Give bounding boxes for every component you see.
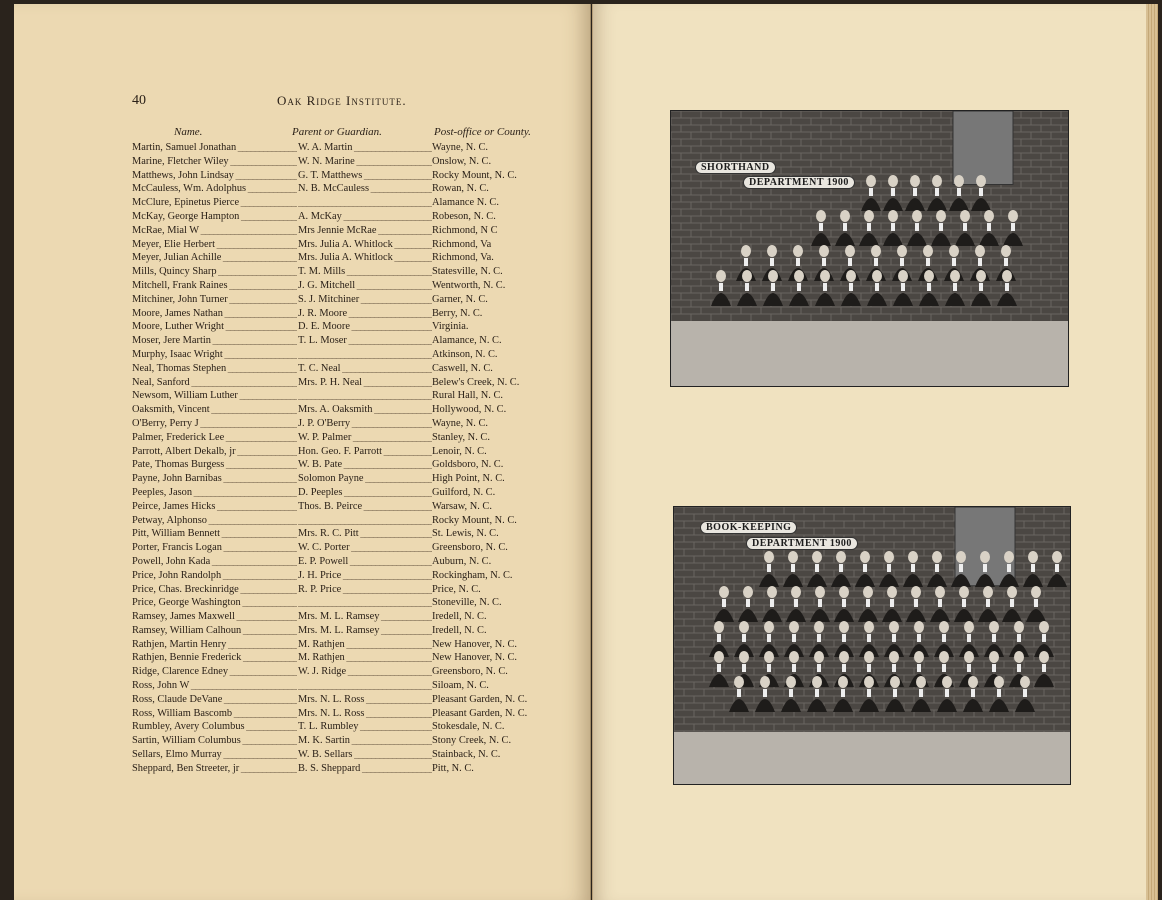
post-office: Garner, N. C.	[432, 293, 488, 305]
table-row	[132, 279, 572, 293]
table-row	[132, 224, 572, 238]
student-name: Powell, John Kada _____	[132, 555, 297, 569]
student-name: Pitt, William Bennett _____	[132, 527, 297, 541]
student-name: Rumbley, Avery Columbus _____	[132, 720, 297, 734]
student-name: Parrott, Albert Dekalb, jr _____	[132, 445, 297, 459]
student-name: McRae, Mial W _____	[132, 224, 297, 238]
student-name: Moore, Luther Wright _____	[132, 320, 297, 334]
post-office: Virginia.	[432, 321, 469, 333]
post-office: Wentworth, N. C.	[432, 279, 506, 291]
student-name: Rathjen, Bennie Frederick _____	[132, 651, 297, 665]
parent-guardian: T. L. Moser _____	[298, 334, 432, 348]
post-office: Rockingham, N. C.	[432, 569, 513, 581]
parent-guardian: Mrs. N. L. Ross _____	[298, 707, 432, 721]
student-name: Mitchell, Frank Raines _____	[132, 279, 297, 293]
parent-guardian: W. A. Martin _____	[298, 141, 432, 155]
parent-guardian: Solomon Payne _____	[298, 472, 432, 486]
post-office: Guilford, N. C.	[432, 486, 496, 498]
table-row	[132, 596, 572, 610]
parent-guardian: J. P. O'Berry _____	[298, 417, 432, 431]
banner-line1: BOOK-KEEPING	[700, 521, 797, 534]
table-row	[132, 720, 572, 734]
student-name: Mitchiner, John Turner _____	[132, 293, 297, 307]
student-name: Price, George Washington _____	[132, 596, 297, 610]
student-name: O'Berry, Perry J _____	[132, 417, 297, 431]
column-header-postoffice: Post-office or County.	[434, 126, 531, 138]
table-row	[132, 638, 572, 652]
column-header-parent: Parent or Guardian.	[292, 126, 382, 138]
table-row	[132, 334, 572, 348]
post-office: Greensboro, N. C.	[432, 666, 508, 678]
banner-line1: SHORTHAND	[695, 161, 776, 174]
post-office: Rowan, N. C.	[432, 183, 489, 195]
student-name: Mills, Quincy Sharp _____	[132, 265, 297, 279]
table-row	[132, 569, 572, 583]
student-name: Meyer, Elie Herbert _____	[132, 238, 297, 252]
banner-line2: DEPARTMENT 1900	[746, 537, 858, 550]
bookkeeping-department-photo	[673, 506, 1071, 785]
student-name: Sellars, Elmo Murray _____	[132, 748, 297, 762]
parent-guardian: T. L. Rumbley _____	[298, 720, 432, 734]
group-photo-image	[671, 111, 1068, 386]
student-name: Moore, James Nathan _____	[132, 307, 297, 321]
parent-guardian: D. E. Moore _____	[298, 320, 432, 334]
parent-guardian: Mrs. M. L. Ramsey _____	[298, 624, 432, 638]
parent-guardian: Mrs. N. L. Ross _____	[298, 693, 432, 707]
parent-guardian: M. Rathjen _____	[298, 651, 432, 665]
student-list	[132, 141, 572, 776]
table-row	[132, 389, 572, 403]
post-office: Rocky Mount, N. C.	[432, 169, 517, 181]
table-row	[132, 141, 572, 155]
left-page	[14, 4, 591, 900]
parent-guardian: W. N. Marine _____	[298, 155, 432, 169]
parent-guardian	[298, 596, 432, 610]
table-row	[132, 376, 572, 390]
student-name: Pate, Thomas Burgess _____	[132, 458, 297, 472]
parent-guardian: W. B. Pate _____	[298, 458, 432, 472]
post-office: Hollywood, N. C.	[432, 404, 507, 416]
parent-guardian: W. C. Porter _____	[298, 541, 432, 555]
student-name: Rathjen, Martin Henry _____	[132, 638, 297, 652]
student-name: Ross, William Bascomb _____	[132, 707, 297, 721]
table-row	[132, 665, 572, 679]
table-row	[132, 210, 572, 224]
parent-guardian: Mrs. M. L. Ramsey _____	[298, 610, 432, 624]
student-name: Sartin, William Columbus _____	[132, 734, 297, 748]
table-row	[132, 651, 572, 665]
page-edge-right	[1146, 4, 1158, 900]
post-office: Atkinson, N. C.	[432, 348, 498, 360]
parent-guardian: G. T. Matthews _____	[298, 169, 432, 183]
student-name: Newsom, William Luther _____	[132, 389, 297, 403]
parent-guardian	[298, 514, 432, 528]
table-row	[132, 734, 572, 748]
post-office: Belew's Creek, N. C.	[432, 376, 520, 388]
parent-guardian: Mrs. A. Oaksmith _____	[298, 403, 432, 417]
post-office: Iredell, N. C.	[432, 624, 487, 636]
table-row	[132, 707, 572, 721]
post-office: Statesville, N. C.	[432, 266, 503, 278]
student-name: Peirce, James Hicks _____	[132, 500, 297, 514]
post-office: Rural Hall, N. C.	[432, 390, 503, 402]
parent-guardian: Thos. B. Peirce _____	[298, 500, 432, 514]
student-name: Marine, Fletcher Wiley _____	[132, 155, 297, 169]
table-row	[132, 762, 572, 776]
parent-guardian: W. B. Sellars _____	[298, 748, 432, 762]
post-office: Price, N. C.	[432, 583, 481, 595]
parent-guardian: N. B. McCauless _____	[298, 182, 432, 196]
post-office: Siloam, N. C.	[432, 680, 489, 692]
table-row	[132, 417, 572, 431]
student-name: Moser, Jere Martin _____	[132, 334, 297, 348]
post-office: Stainback, N. C.	[432, 749, 501, 761]
table-row	[132, 265, 572, 279]
table-row	[132, 169, 572, 183]
parent-guardian: J. H. Price _____	[298, 569, 432, 583]
student-name: Palmer, Frederick Lee _____	[132, 431, 297, 445]
parent-guardian: A. McKay _____	[298, 210, 432, 224]
table-row	[132, 155, 572, 169]
post-office: Greensboro, N. C.	[432, 542, 508, 554]
student-name: Meyer, Julian Achille _____	[132, 251, 297, 265]
post-office: Warsaw, N. C.	[432, 500, 492, 512]
student-name: Sheppard, Ben Streeter, jr _____	[132, 762, 297, 776]
parent-guardian: Mrs. Julia A. Whitlock _____	[298, 251, 432, 265]
table-row	[132, 486, 572, 500]
student-name: Porter, Francis Logan _____	[132, 541, 297, 555]
student-name: Murphy, Isaac Wright _____	[132, 348, 297, 362]
post-office: Stokesdale, N. C.	[432, 721, 505, 733]
post-office: Robeson, N. C.	[432, 210, 496, 222]
post-office: Auburn, N. C.	[432, 555, 492, 567]
table-row	[132, 693, 572, 707]
parent-guardian: M. K. Sartin _____	[298, 734, 432, 748]
table-row	[132, 624, 572, 638]
post-office: Stony Creek, N. C.	[432, 735, 512, 747]
post-office: Iredell, N. C.	[432, 611, 487, 623]
parent-guardian: Mrs. R. C. Pitt _____	[298, 527, 432, 541]
parent-guardian: W. P. Palmer _____	[298, 431, 432, 445]
post-office: Caswell, N. C.	[432, 362, 493, 374]
student-name: Ramsey, James Maxwell _____	[132, 610, 297, 624]
student-name: Price, Chas. Breckinridge _____	[132, 583, 297, 597]
post-office: Berry, N. C.	[432, 307, 483, 319]
post-office: Alamance N. C.	[432, 197, 499, 209]
post-office: High Point, N. C.	[432, 473, 505, 485]
post-office: St. Lewis, N. C.	[432, 528, 499, 540]
parent-guardian: E. P. Powell _____	[298, 555, 432, 569]
page-number: 40	[132, 93, 146, 108]
student-name: Price, John Randolph _____	[132, 569, 297, 583]
post-office: New Hanover, N. C.	[432, 652, 517, 664]
student-name: Ross, Claude DeVane _____	[132, 693, 297, 707]
parent-guardian: Mrs. P. H. Neal _____	[298, 376, 432, 390]
table-row	[132, 320, 572, 334]
table-row	[132, 527, 572, 541]
post-office: Stoneville, N. C.	[432, 597, 502, 609]
table-row	[132, 445, 572, 459]
post-office: Goldsboro, N. C.	[432, 459, 504, 471]
parent-guardian: S. J. Mitchiner _____	[298, 293, 432, 307]
parent-guardian: B. S. Sheppard _____	[298, 762, 432, 776]
post-office: Stanley, N. C.	[432, 431, 490, 443]
student-name: Martin, Samuel Jonathan _____	[132, 141, 297, 155]
parent-guardian	[298, 196, 432, 210]
table-row	[132, 610, 572, 624]
student-name: Ridge, Clarence Edney _____	[132, 665, 297, 679]
table-row	[132, 238, 572, 252]
post-office: Richmond, N C	[432, 224, 498, 236]
running-head: Oak Ridge Institute.	[277, 93, 407, 108]
student-name: Petway, Alphonso _____	[132, 514, 297, 528]
column-header-name: Name.	[174, 126, 203, 138]
table-row	[132, 431, 572, 445]
parent-guardian	[298, 348, 432, 362]
parent-guardian: Mrs. Julia A. Whitlock _____	[298, 238, 432, 252]
parent-guardian: T. M. Mills _____	[298, 265, 432, 279]
table-row	[132, 182, 572, 196]
table-row	[132, 196, 572, 210]
student-name: Oaksmith, Vincent _____	[132, 403, 297, 417]
table-row	[132, 514, 572, 528]
parent-guardian: R. P. Price _____	[298, 583, 432, 597]
post-office: Richmond, Va.	[432, 252, 494, 264]
post-office: Onslow, N. C.	[432, 155, 492, 167]
parent-guardian: W. J. Ridge _____	[298, 665, 432, 679]
table-row	[132, 500, 572, 514]
parent-guardian: Hon. Geo. F. Parrott _____	[298, 445, 432, 459]
table-row	[132, 348, 572, 362]
student-name: McClure, Epinetus Pierce _____	[132, 196, 297, 210]
post-office: Pitt, N. C.	[432, 762, 474, 774]
parent-guardian	[298, 679, 432, 693]
student-name: Payne, John Barnibas _____	[132, 472, 297, 486]
table-row	[132, 541, 572, 555]
parent-guardian: D. Peeples _____	[298, 486, 432, 500]
table-row	[132, 555, 572, 569]
post-office: Lenoir, N. C.	[432, 445, 487, 457]
table-row	[132, 679, 572, 693]
shorthand-department-photo	[670, 110, 1069, 387]
parent-guardian: T. C. Neal _____	[298, 362, 432, 376]
parent-guardian: J. R. Moore _____	[298, 307, 432, 321]
student-name: McCauless, Wm. Adolphus _____	[132, 182, 297, 196]
student-name: Peeples, Jason _____	[132, 486, 297, 500]
student-name: Ross, John W _____	[132, 679, 297, 693]
table-row	[132, 583, 572, 597]
post-office: New Hanover, N. C.	[432, 638, 517, 650]
table-row	[132, 307, 572, 321]
table-row	[132, 293, 572, 307]
parent-guardian: J. G. Mitchell _____	[298, 279, 432, 293]
table-row	[132, 472, 572, 486]
table-row	[132, 362, 572, 376]
table-row	[132, 458, 572, 472]
post-office: Wayne, N. C.	[432, 142, 489, 153]
post-office: Pleasant Garden, N. C.	[432, 707, 528, 719]
student-name: McKay, George Hampton _____	[132, 210, 297, 224]
student-name: Neal, Thomas Stephen _____	[132, 362, 297, 376]
parent-guardian	[298, 389, 432, 403]
parent-guardian: Mrs Jennie McRae _____	[298, 224, 432, 238]
student-name: Ramsey, William Calhoun _____	[132, 624, 297, 638]
student-name: Neal, Sanford _____	[132, 376, 297, 390]
post-office: Rocky Mount, N. C.	[432, 514, 517, 526]
post-office: Pleasant Garden, N. C.	[432, 693, 528, 705]
post-office: Richmond, Va	[432, 238, 492, 250]
table-row	[132, 403, 572, 417]
table-row	[132, 748, 572, 762]
table-row	[132, 251, 572, 265]
student-name: Matthews, John Lindsay _____	[132, 169, 297, 183]
post-office: Wayne, N. C.	[432, 417, 489, 429]
right-page	[592, 4, 1148, 900]
banner-line2: DEPARTMENT 1900	[743, 176, 855, 189]
post-office: Alamance, N. C.	[432, 335, 502, 347]
parent-guardian: M. Rathjen _____	[298, 638, 432, 652]
group-photo-image	[674, 507, 1070, 784]
